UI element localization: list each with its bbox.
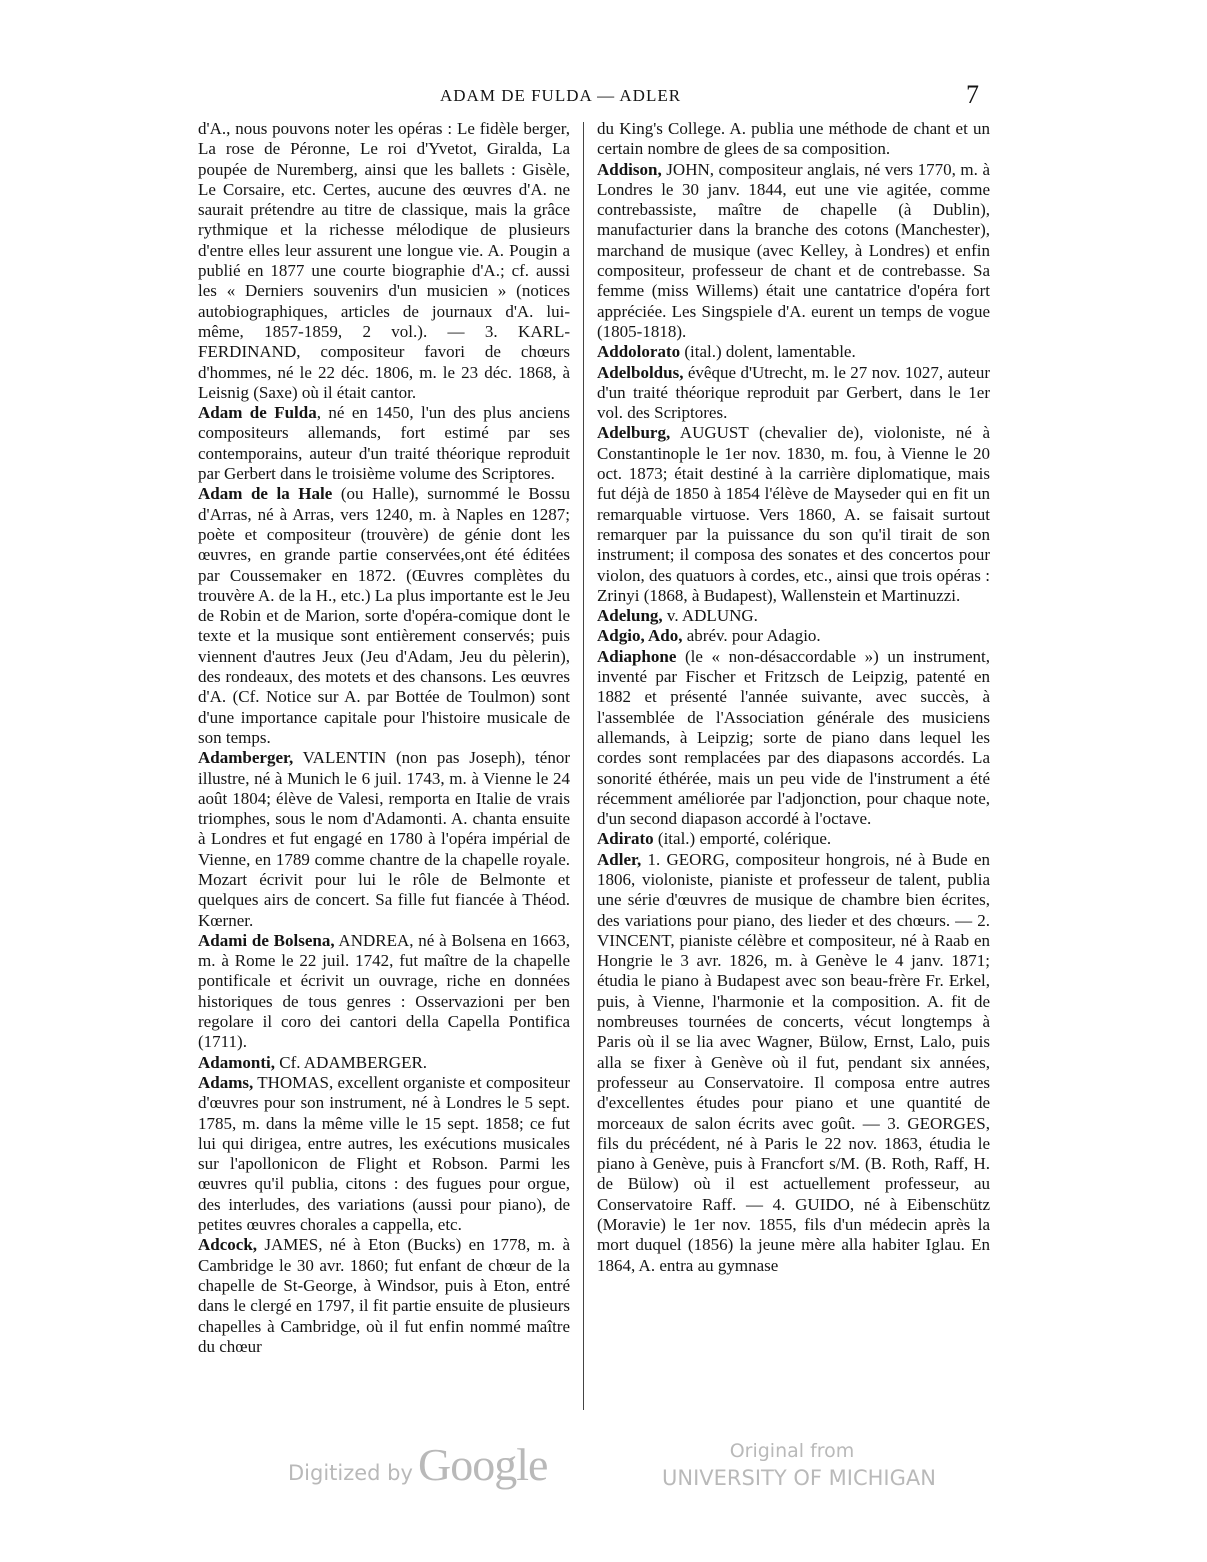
entry-adam-de-la-hale [198,484,570,748]
digitized-by-text: Digitized by [288,1461,413,1485]
entry-headword: Adgio, Ado, [597,626,683,646]
entry-adiaphone [597,647,990,830]
entry-text: JOHN, compositeur anglais, né vers 1770, m. à Londres le 30 janv. 1844, eut une vie agitée, comme contrebassiste, maître de chapelle (à Dublin), manufacturier dans la branche des cotons (Manchester), marchand de musique (avec Kelley, à Londres) et enfin compositeur, professeur de chant et de contrebasse. Sa femme (miss Willems) était une cantatrice d'opéra fort appréciée. Les Singspiele d'A. eurent un temps de vogue (1805-1818). [597,159,990,341]
entry-text: d'A., nous pouvons noter les opéras : Le fidèle berger, La rose de Péronne, Le roi d'Yvetot, Giralda, La poupée de Nuremberg, ainsi que les ballets : Gisèle, Le Corsaire, etc. Certes, aucune des œuvres d'A. ne saurait prétendre au titre de classique, mais la grâce rythmique et la richesse mélodique de plusieurs d'entre elles leur assurent une longue vie. A. Pougin a publié en 1877 une courte biographie d'A.; cf. aussi les « Derniers souvenirs d'un musicien » (notices autobiographiques, articles de journaux d'A. lui-même, 1857-1859, 2 vol.). — 3. KARL-FERDINAND, compositeur favori de chœurs d'hommes, né le 22 déc. 1806, m. le 23 déc. 1868, à Leisnig (Saxe) où il était cantor. [198,119,570,402]
entry-text: du King's College. A. publia une méthode de chant et un certain nombre de glees de sa composition. [597,119,990,159]
entry-adelboldus [597,363,990,424]
entry-adirato [597,829,990,849]
page-number: 7 [966,80,979,109]
entry-adam-de-fulda [198,403,570,484]
entry-headword: Adelung, [597,606,663,626]
entry-continuation [597,119,990,160]
column-divider [583,122,584,1410]
entry-text: évêque d'Utrecht, m. le 27 nov. 1027, auteur d'un traité théorique reproduit par Gerbert, dans le 1er vol. des Scriptores. [597,362,990,423]
entry-text: AUGUST (chevalier de), violoniste, né à Constantinople le 1er nov. 1830, m. fou, à Vienne le 20 oct. 1873; était destiné à la carrière diplomatique, mais fut déjà de 1850 à 1854 l'élève de Mayseder qui en fit un remarquable virtuose. Vers 1860, A. se faisait surtout remarquer par la puissance du son qu'il tirait de son instrument; il composa des sonates et des concertos pour violon, des quatuors à cordes, etc., ainsi que trois opéras : Zrinyi (1868, à Budapest), Wallenstein et Martinuzzi. [597,423,990,605]
entry-adamonti [198,1053,570,1073]
entry-text: (ital.) emporté, colérique. [653,829,832,849]
entry-text: JAMES, né à Eton (Bucks) en 1778, m. à Cambridge le 30 avr. 1860; fut enfant de chœur de la chapelle de St-George, à Windsor, puis à Eton, entré dans le clergé en 1797, il fit partie ensuite de plusieurs chapelles à Cambridge, où il fut enfin nommé maître du chœur [198,1235,570,1356]
entry-adgio [597,626,990,646]
google-logo: Google [418,1439,548,1490]
right-column [597,119,990,1276]
entry-headword: Adiaphone [597,646,677,666]
entry-headword: Adler, [597,849,642,869]
entry-adams [198,1073,570,1235]
digitized-by-watermark [288,1438,547,1491]
entry-text: , né en 1450, l'un des plus anciens compositeurs allemands, fort estimé par ses contemporains, auteur d'un traité théorique reproduit par Gerbert dans le troisième volume des Scriptores. [198,403,570,484]
original-from-text: Original from [729,1440,855,1462]
entry-headword: Adam de la Hale [198,484,333,504]
entry-headword: Adami de Bolsena, [198,930,335,950]
running-head: ADAM DE FULDA — ADLER [440,86,682,105]
entry-text: THOMAS, excellent organiste et compositeur d'œuvres pour son instrument, né à Londres le 5 sept. 1785, m. dans la même ville le 15 sept. 1858; ce fut lui qui dirigea, entre autres, les exécutions musicales sur l'apollonicon de Flight et Robson. Parmi les œuvres qu'il publia, citons : des fugues pour orgue, des interludes, des variations (aussi pour piano), de petites œuvres chorales a cappella, etc. [198,1072,570,1235]
entry-headword: Adirato [597,829,654,849]
entry-text: VALENTIN (non pas Joseph), ténor illustre, né à Munich le 6 juil. 1743, m. à Vienne le 24 août 1804; élève de Valesi, remporta en Italie de vrais triomphes, sous le nom d'Adamonti. A. chanta ensuite à Londres et fut engagé en 1780 à l'opéra impérial de Vienne, en 1789 comme chantre de la chapelle royale. Mozart écrivit pour lui le rôle de Belmonte et quelques airs de concert. Sa fille fut fiancée à Théod. Kœrner. [198,748,570,930]
entry-headword: Adelburg, [597,423,671,443]
entry-headword: Addison, [597,159,662,179]
entry-text: Cf. ADAMBERGER. [274,1052,428,1072]
entry-addolorato [597,342,990,362]
entry-text: ANDREA, né à Bolsena en 1663, m. à Rome le 22 juil. 1742, fut maître de la chapelle pontificale et écrivit un ouvrage, riche en données historiques de tous genres : Osservazioni per ben regolare il coro dei cantori della Capella Pontifica (1711). [198,930,570,1052]
left-column [198,119,570,1357]
entry-headword: Adams, [198,1072,254,1092]
entry-headword: Adamberger, [198,748,294,768]
entry-headword: Adam de Fulda [198,403,317,423]
entry-adelburg [597,423,990,606]
entry-headword: Addolorato [597,342,681,362]
entry-text: (le « non-désaccordable ») un instrument, inventé par Fischer et Fritzsch de Leipzig, patenté en 1882 et présenté l'année suivante, avec succès, à l'assemblée de l'Association générale des musiciens allemands, à Leipzig; sorte de piano dans lequel les cordes sont remplacées par des diapasons accordés. La sonorité éthérée, mais un peu vide de l'instrument a été récemment améliorée par l'adjonction, pour chaque note, d'un second diapason accordé à l'octave. [597,646,990,829]
entry-text: (ital.) dolent, lamentable. [680,342,856,362]
entry-addison [597,160,990,343]
entry-continuation [198,119,570,403]
entry-text: abrév. pour Adagio. [682,626,821,646]
entry-headword: Adcock, [198,1235,258,1255]
entry-adler [597,850,990,1276]
entry-text: 1. GEORG, compositeur hongrois, né à Bude en 1806, violoniste, pianiste et professeur de talent, publia une série d'œuvres de musique de chambre bien écrites, des variations pour piano, des lieder et des chœurs. — 2. VINCENT, pianiste célèbre et compositeur, né à Raab en Hongrie le 3 avr. 1826, m. à Genève le 4 janv. 1871; étudia le piano à Budapest avec son beau-frère Fr. Erkel, puis, à Vienne, l'harmonie et la composition. A. fit de nombreuses tournées de concerts, vécut longtemps à Paris où il se lia avec Wagner, Bülow, Ernst, Lalo, puis alla se fixer à Genève où il fut, pendant six années, professeur au Conservatoire. Il composa entre autres d'excellentes études pour piano et une quantité de morceaux de salon écrits avec goût. — 3. GEORGES, fils du précédent, né à Paris le 22 nov. 1863, étudia le piano à Genève, puis à Francfort s/M. (B. Roth, Raff, H. de Bülow) où il est actuellement professeur, au Conservatoire Raff. — 4. GUIDO, né à Eibenschütz (Moravie) le 1er nov. 1855, fils d'un médecin après la mort duquel (1856) la jeune mère alla habiter Iglau. En 1864, A. entra au gymnase [597,849,990,1275]
entry-adamberger [198,748,570,931]
entry-adami-de-bolsena [198,931,570,1053]
original-from-watermark [662,1440,936,1490]
entry-adelung [597,606,990,626]
entry-headword: Adamonti, [198,1052,275,1072]
entry-adcock [198,1235,570,1357]
institution-text: UNIVERSITY OF MICHIGAN [662,1466,936,1490]
entry-text: v. ADLUNG. [662,606,758,626]
entry-headword: Adelboldus, [597,362,684,382]
entry-text: (ou Halle), surnommé le Bossu d'Arras, né à Arras, vers 1240, m. à Naples en 1287; poète et compositeur (trouvère) de génie dont les œuvres, en grande partie conservées,ont été éditées par Coussemaker en 1872. (Œuvres complètes du trouvère A. de la H., etc.) La plus importante est le Jeu de Robin et de Marion, sorte d'opéra-comique dont le texte et la musique sont entièrement conservés; puis viennent d'autres Jeux (Jeu d'Adam, Jeu du pèlerin), des rondeaux, des motets et des chansons. Les œuvres d'A. (Cf. Notice sur A. par Bottée de Toulmon) sont d'une importance capitale pour l'histoire musicale de son temps. [198,484,571,747]
